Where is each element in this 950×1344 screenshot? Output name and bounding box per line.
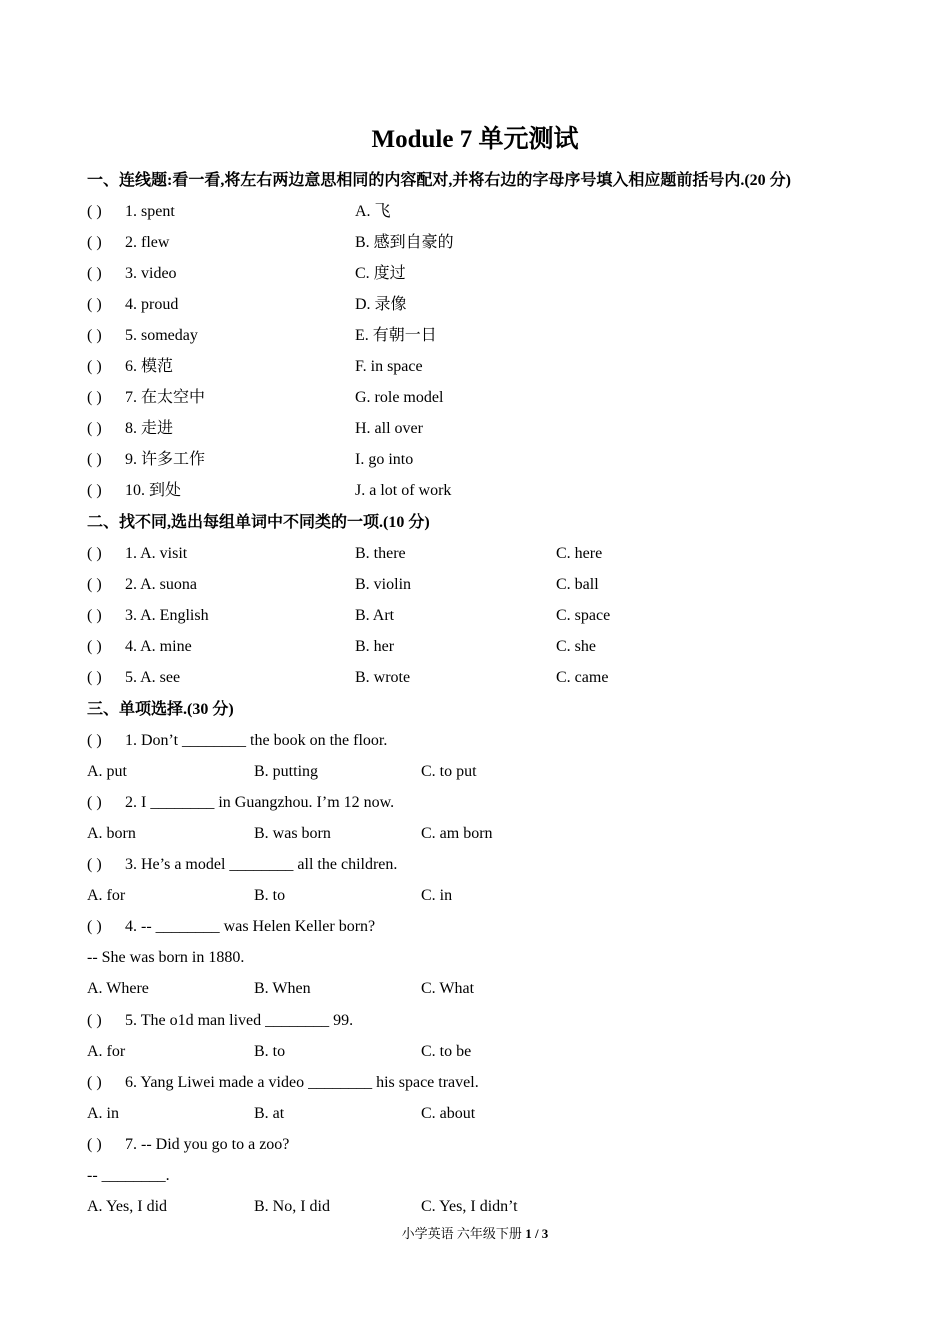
- section1-heading: 一、连线题:看一看,将左右两边意思相同的内容配对,并将右边的字母序号填入相应题前括号内.(20 分): [87, 172, 791, 189]
- option-a: A. in: [87, 1105, 119, 1122]
- answer-blank[interactable]: ( ): [87, 358, 102, 375]
- option-c: C. to put: [421, 763, 477, 780]
- odd-one-out-row: [0, 543, 950, 565]
- option-b: B. there: [355, 545, 406, 562]
- answer-blank[interactable]: ( ): [87, 203, 102, 220]
- matching-left: 5. someday: [125, 327, 198, 344]
- answer-blank[interactable]: ( ): [87, 1074, 102, 1091]
- question-text: 4. -- ________ was Helen Keller born?: [125, 918, 376, 935]
- option-c: C. ball: [556, 576, 599, 593]
- answer-blank[interactable]: ( ): [87, 794, 102, 811]
- option-c: C. to be: [421, 1043, 472, 1060]
- option-a: A. for: [87, 887, 126, 904]
- page-number: 1 / 3: [525, 1226, 549, 1241]
- footer-subject: 小学英语 六年级下册: [401, 1226, 526, 1241]
- matching-right: H. all over: [355, 420, 423, 437]
- option-c: C. Yes, I didn’t: [421, 1198, 518, 1215]
- answer-blank[interactable]: ( ): [87, 638, 102, 655]
- question-row: [0, 792, 950, 814]
- answer-blank[interactable]: ( ): [87, 918, 102, 935]
- section2-heading: 二、找不同,选出每组单词中不同类的一项.(10 分): [87, 514, 430, 531]
- answer-blank[interactable]: ( ): [87, 1136, 102, 1153]
- matching-row: [0, 263, 950, 285]
- options-row: [0, 823, 950, 845]
- matching-left: 2. flew: [125, 234, 170, 251]
- question-text: 7. -- Did you go to a zoo?: [125, 1136, 290, 1153]
- option-a: A. for: [87, 1043, 126, 1060]
- matching-left: 8. 走进: [125, 420, 174, 437]
- answer-blank[interactable]: ( ): [87, 545, 102, 562]
- question-row: [0, 1072, 950, 1094]
- option-c: C. about: [421, 1105, 476, 1122]
- option-a: A. Where: [87, 980, 149, 997]
- odd-one-out-row: [0, 605, 950, 627]
- matching-row: [0, 325, 950, 347]
- option-b: B. wrote: [355, 669, 411, 686]
- option-b: B. violin: [355, 576, 412, 593]
- option-b: B. to: [254, 887, 286, 904]
- dialogue-line: [0, 1165, 950, 1187]
- page-footer: [0, 1225, 950, 1243]
- question-row: [0, 730, 950, 752]
- matching-left: 9. 许多工作: [125, 451, 206, 468]
- option-b: B. putting: [254, 763, 319, 780]
- option-b: B. at: [254, 1105, 285, 1122]
- option-c: C. she: [556, 638, 596, 655]
- answer-blank[interactable]: ( ): [87, 607, 102, 624]
- option-b: B. When: [254, 980, 311, 997]
- option-b: B. Art: [355, 607, 395, 624]
- matching-left: 6. 模范: [125, 358, 174, 375]
- option-c: C. space: [556, 607, 611, 624]
- option-a: 2. A. suona: [125, 576, 197, 593]
- answer-blank[interactable]: ( ): [87, 296, 102, 313]
- section3-heading: 三、单项选择.(30 分): [87, 701, 234, 718]
- dialogue-response: -- She was born in 1880.: [87, 949, 245, 966]
- option-a: A. Yes, I did: [87, 1198, 168, 1215]
- options-row: [0, 885, 950, 907]
- matching-right: D. 录像: [355, 296, 407, 313]
- matching-right: F. in space: [355, 358, 423, 375]
- options-row: [0, 1196, 950, 1218]
- matching-right: B. 感到自豪的: [355, 234, 454, 251]
- answer-blank[interactable]: ( ): [87, 389, 102, 406]
- question-row: [0, 1010, 950, 1032]
- answer-blank[interactable]: ( ): [87, 856, 102, 873]
- page-title: Module 7 单元测试: [371, 126, 579, 153]
- matching-left: 1. spent: [125, 203, 175, 220]
- option-c: C. came: [556, 669, 609, 686]
- question-text: 2. I ________ in Guangzhou. I’m 12 now.: [125, 794, 395, 811]
- odd-one-out-row: [0, 574, 950, 596]
- dialogue-line: [0, 947, 950, 969]
- answer-blank[interactable]: ( ): [87, 265, 102, 282]
- matching-left: 7. 在太空中: [125, 389, 206, 406]
- dialogue-response: -- ________.: [87, 1167, 170, 1184]
- matching-right: J. a lot of work: [355, 482, 452, 499]
- options-row: [0, 978, 950, 1000]
- matching-row: [0, 449, 950, 471]
- option-c: C. What: [421, 980, 475, 997]
- odd-one-out-row: [0, 667, 950, 689]
- matching-left: 3. video: [125, 265, 177, 282]
- answer-blank[interactable]: ( ): [87, 732, 102, 749]
- option-a: 5. A. see: [125, 669, 181, 686]
- matching-row: [0, 418, 950, 440]
- answer-blank[interactable]: ( ): [87, 669, 102, 686]
- matching-right: I. go into: [355, 451, 414, 468]
- option-c: C. am born: [421, 825, 493, 842]
- matching-right: E. 有朝一日: [355, 327, 437, 344]
- question-row: [0, 854, 950, 876]
- question-text: 1. Don’t ________ the book on the floor.: [125, 732, 388, 749]
- option-a: A. put: [87, 763, 127, 780]
- answer-blank[interactable]: ( ): [87, 420, 102, 437]
- matching-right: A. 飞: [355, 203, 391, 220]
- question-text: 5. The o1d man lived ________ 99.: [125, 1012, 354, 1029]
- question-text: 6. Yang Liwei made a video ________ his space travel.: [125, 1074, 479, 1091]
- matching-row: [0, 201, 950, 223]
- odd-one-out-row: [0, 636, 950, 658]
- option-c: C. in: [421, 887, 453, 904]
- answer-blank[interactable]: ( ): [87, 576, 102, 593]
- options-row: [0, 1103, 950, 1125]
- question-row: [0, 1134, 950, 1156]
- matching-row: [0, 387, 950, 409]
- question-row: [0, 916, 950, 938]
- question-text: 3. He’s a model ________ all the children.: [125, 856, 398, 873]
- options-row: [0, 761, 950, 783]
- option-a: A. born: [87, 825, 136, 842]
- matching-left: 10. 到处: [125, 482, 182, 499]
- matching-row: [0, 356, 950, 378]
- matching-row: [0, 294, 950, 316]
- matching-left: 4. proud: [125, 296, 179, 313]
- option-c: C. here: [556, 545, 603, 562]
- matching-row: [0, 480, 950, 502]
- matching-right: G. role model: [355, 389, 444, 406]
- answer-blank[interactable]: ( ): [87, 482, 102, 499]
- answer-blank[interactable]: ( ): [87, 327, 102, 344]
- option-a: 3. A. English: [125, 607, 209, 624]
- option-b: B. to: [254, 1043, 286, 1060]
- option-b: B. her: [355, 638, 395, 655]
- matching-row: [0, 232, 950, 254]
- answer-blank[interactable]: ( ): [87, 451, 102, 468]
- matching-right: C. 度过: [355, 265, 406, 282]
- option-a: 4. A. mine: [125, 638, 192, 655]
- answer-blank[interactable]: ( ): [87, 1012, 102, 1029]
- answer-blank[interactable]: ( ): [87, 234, 102, 251]
- option-b: B. No, I did: [254, 1198, 330, 1215]
- option-b: B. was born: [254, 825, 331, 842]
- option-a: 1. A. visit: [125, 545, 188, 562]
- options-row: [0, 1041, 950, 1063]
